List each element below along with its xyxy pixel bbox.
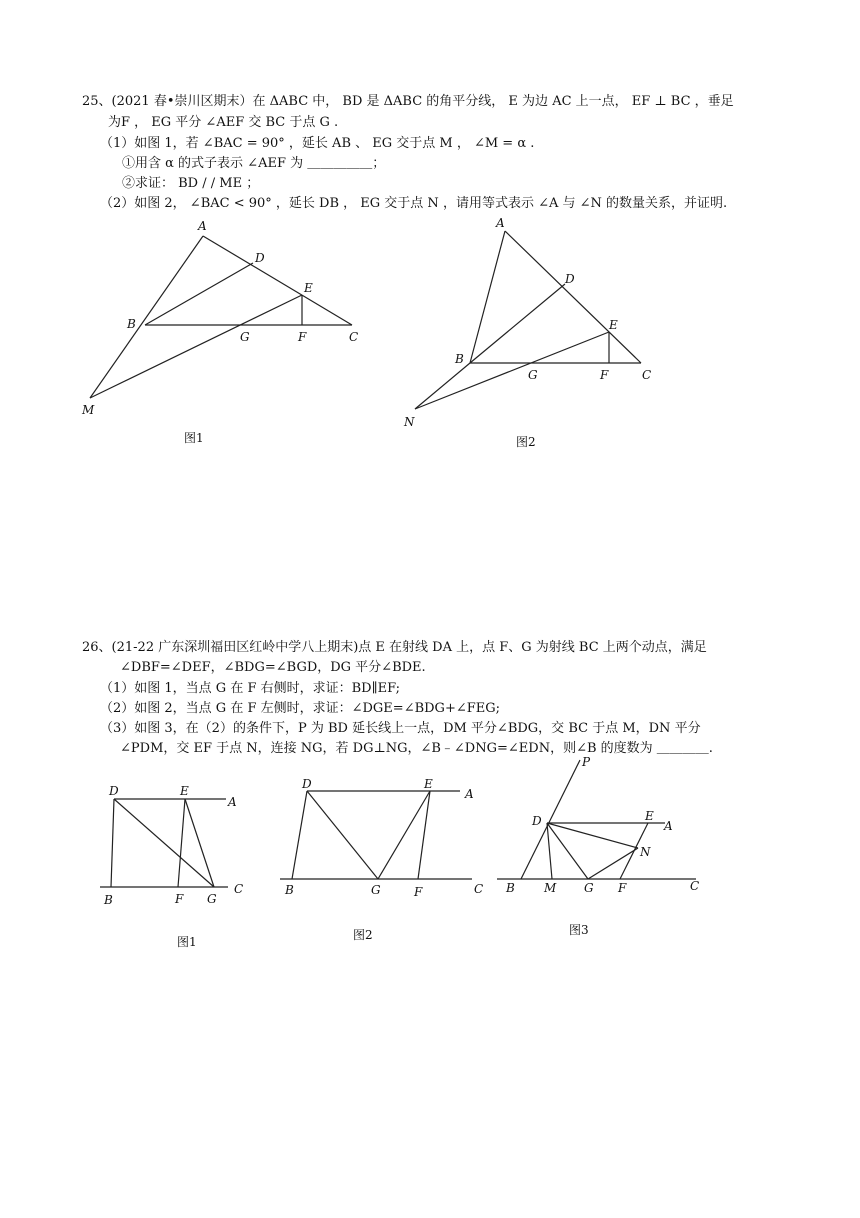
q25-line-2: 为F ， EG 平分 ∠AEF 交 BC 于点 G . — [108, 115, 339, 130]
q25-fig2-label-c: C — [642, 368, 652, 382]
q25-line-3: （1）如图 1，若 ∠BAC = 90° ，延长 AB 、 EG 交于点 M ， ∠M = α . — [100, 136, 535, 151]
q25-fig1-label-c: C — [349, 330, 359, 344]
q26-fig3-label-n: N — [640, 845, 651, 859]
q26-fig2-label-b: B — [285, 883, 294, 897]
q26-fig2-label-g: G — [371, 883, 381, 897]
q26-fig1-label-e: E — [180, 784, 189, 798]
q25-fig1-label-b: B — [127, 317, 136, 331]
q26-fig2-label-c: C — [474, 882, 484, 896]
q26-fig3-label-b: B — [506, 881, 515, 895]
q25-fig1-label-e: E — [304, 281, 313, 295]
q26-fig1-label-c: C — [234, 882, 244, 896]
q26-fig1-label-f: F — [175, 892, 184, 906]
q25-fig2-label-b: B — [455, 352, 464, 366]
q26-fig3-label-c: C — [690, 879, 700, 893]
q25-fig1-label-a: A — [198, 219, 207, 233]
q26-line-5: （3）如图 3，在（2）的条件下，P 为 BD 延长线上一点，DM 平分∠BDG，交 BC 于点 M，DN 平分 — [100, 721, 701, 736]
q26-fig2-label-e: E — [424, 777, 433, 791]
q25-fig2-label-e: E — [609, 318, 618, 332]
q25-fig2-label-g: G — [528, 368, 538, 382]
q25-line-1: 25、(2021 春•崇川区期末）在 ΔABC 中， BD 是 ΔABC 的角平分线， E 为边 AC 上一点， EF ⊥ BC ，垂足 — [82, 94, 734, 109]
q25-fig1-label-d: D — [255, 251, 265, 265]
q26-fig3-label-m: M — [544, 881, 557, 895]
q26-fig1-label-a: A — [228, 795, 237, 809]
q25-line-5: ②求证： BD / / ME ； — [122, 176, 260, 191]
q26-fig1-label-b: B — [104, 893, 113, 907]
q25-fig2-label-f: F — [600, 368, 609, 382]
q26-fig1-caption: 图1 — [177, 935, 197, 949]
q25-fig1-caption: 图1 — [184, 431, 204, 445]
q26-fig3-label-f: F — [618, 881, 627, 895]
q26-fig2-label-d: D — [302, 777, 312, 791]
q25-line-4: ①用含 α 的式子表示 ∠AEF 为 ＿＿＿＿＿； — [122, 156, 386, 171]
q26-fig2-caption: 图2 — [353, 928, 373, 942]
q26-fig1-label-d: D — [109, 784, 119, 798]
q25-fig1-label-m: M — [82, 403, 95, 417]
q26-fig2-label-f: F — [414, 885, 423, 899]
q26-fig1-label-g: G — [207, 892, 217, 906]
q26-fig3-label-a: A — [664, 819, 673, 833]
q26-fig3-label-p: P — [582, 755, 591, 769]
q26-fig3-label-e: E — [645, 809, 654, 823]
q25-fig1-label-g: G — [240, 330, 250, 344]
q25-line-6: （2）如图 2， ∠BAC < 90° ，延长 DB ， EG 交于点 N ，请用等式表示 ∠A 与 ∠N 的数量关系，并证明. — [100, 196, 728, 211]
q26-line-3: （1）如图 1，当点 G 在 F 右侧时，求证：BD∥EF; — [100, 681, 401, 696]
q26-line-6: ∠PDM，交 EF 于点 N，连接 NG，若 DG⊥NG，∠B﹣∠DNG=∠EDN，则∠B 的度数为 ＿＿＿＿. — [120, 741, 713, 756]
q26-fig2-label-a: A — [465, 787, 474, 801]
q25-fig2-label-n: N — [404, 415, 415, 429]
q26-line-2: ∠DBF=∠DEF，∠BDG=∠BGD，DG 平分∠BDE. — [120, 660, 426, 675]
q25-fig2-caption: 图2 — [516, 435, 536, 449]
q26-fig3-label-g: G — [584, 881, 594, 895]
q25-fig2-label-a: A — [496, 216, 505, 230]
q26-fig3-caption: 图3 — [569, 923, 589, 937]
q26-fig3-label-d: D — [532, 814, 542, 828]
q25-fig2-label-d: D — [565, 272, 575, 286]
q26-line-1: 26、(21-22 广东深圳福田区红岭中学八上期末)点 E 在射线 DA 上，点 F、G 为射线 BC 上两个动点，满足 — [82, 640, 707, 655]
q25-fig1-label-f: F — [298, 330, 307, 344]
q26-line-4: （2）如图 2，当点 G 在 F 左侧时，求证：∠DGE=∠BDG+∠FEG; — [100, 701, 501, 716]
